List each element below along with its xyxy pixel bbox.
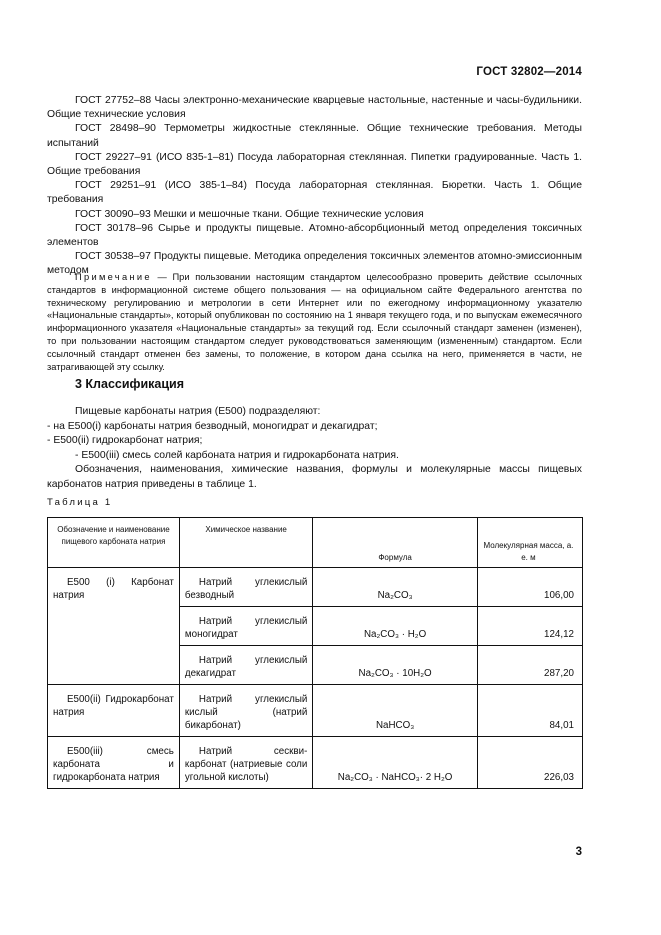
classification-item: - Е500(iii) смесь солей карбоната натрия и гидрокарбоната натрия. — [75, 449, 399, 461]
classification-item: - Е500(ii) гидрокарбонат натрия; — [47, 435, 203, 447]
mass-cell: 106,00 — [477, 568, 582, 607]
section-title: 3 Классификация — [75, 377, 185, 391]
note-text: — При пользовании настоящим стандартом целесообразно проверить действие ссылочных стандартов в информационной системе общего пользования — на официальном сайте Федерального агентства по техническому регулированию и метрологии в сети Интернет или по ежегодному информационному указателю «Национальные стандарты», который опубликован по состоянию на 1 января текущего года, и по выпускам ежемесячного информационного указателя «Национальные стандарты» за текущий год. Если ссылочный стандарт заменен (изменен), то при пользовании настоящим стандартом следует руководствоваться заменяющим (измененным) стандартом. Если ссылочный стандарт отменен без замены, то положение, в котором дана ссылка на него, применяется в части, не затрагивающей эту ссылку. — [47, 272, 582, 372]
designation-cell — [48, 568, 180, 685]
header-chemical-name: Химическое название — [179, 518, 312, 568]
reference-item: ГОСТ 28498–90 Термометры жидкостные стеклянные. Общие технические требования. Методы испытаний — [47, 123, 582, 149]
chemical-name-text: Натрий углекислый моногидрат — [184, 616, 308, 640]
table-caption: Таблица 1 — [47, 497, 113, 508]
reference-item: ГОСТ 30090–93 Мешки и мешочные ткани. Общие технические условия — [75, 208, 424, 220]
mass-cell: 226,03 — [477, 737, 582, 789]
formula-cell: NaHCO₃ — [313, 685, 477, 737]
chemical-name-cell — [179, 568, 312, 607]
carbonates-table — [47, 517, 583, 789]
designation-text: Е500(iii) смесь карбоната и гидрокарбоната натрия — [53, 746, 174, 783]
formula-cell: Na₂CO₃ · H₂O — [313, 607, 477, 646]
formula-cell: Na₂CO₃ — [313, 568, 477, 607]
designation-text: Е500 (i) Карбонат натрия — [53, 577, 174, 601]
note-paragraph — [47, 271, 582, 373]
note-label: Примечание — [75, 272, 152, 282]
formula-cell: Na₂CO₃ · 10H₂O — [313, 646, 477, 685]
formula-cell: Na₂CO₃ · NaHCO₃· 2 H₂O — [313, 737, 477, 789]
chemical-name-text: Натрий углекислый кислый (натрий бикарбонат) — [184, 694, 308, 731]
table-header-row — [48, 518, 583, 568]
table-row — [48, 737, 583, 789]
chemical-name-text: Натрий сескви-карбонат (натриевые соли угольной кислоты) — [184, 746, 308, 783]
reference-item: ГОСТ 29251–91 (ИСО 385-1–84) Посуда лабораторная стеклянная. Бюретки. Часть 1. Общие требования — [47, 180, 582, 206]
reference-item: ГОСТ 27752–88 Часы электронно-механические кварцевые настольные, настенные и часы-будильники. Общие технические условия — [47, 95, 582, 121]
designation-text: Е500(ii) Гидрокарбонат натрия — [53, 694, 174, 718]
page-number: 3 — [575, 846, 582, 858]
normative-references-list — [47, 94, 582, 279]
table-row — [48, 568, 583, 607]
classification-item: - на Е500(i) карбонаты натрия безводный, моногидрат и декагидрат; — [47, 420, 378, 432]
designation-cell — [48, 737, 180, 789]
standard-header: ГОСТ 32802—2014 — [476, 66, 582, 78]
designation-cell — [48, 685, 180, 737]
classification-intro: Пищевые карбонаты натрия (Е500) подразделяют: — [75, 406, 321, 417]
chemical-name-text: Натрий углекислый декагидрат — [184, 655, 308, 679]
table-row — [48, 685, 583, 737]
classification-closing: Обозначения, наименования, химические названия, формулы и молекулярные массы пищевых карбонатов натрия приведены в таблице 1. — [47, 464, 582, 490]
header-designation: Обозначение и наименование пищевого карбоната натрия — [48, 518, 180, 568]
header-formula: Формула — [313, 518, 477, 568]
mass-cell: 287,20 — [477, 646, 582, 685]
reference-item: ГОСТ 30538–97 Продукты пищевые. Методика определения токсичных элементов атомно-эмиссионным методом — [47, 251, 582, 277]
header-molecular-mass: Молекулярная масса, а. е. м — [477, 518, 582, 568]
chemical-name-cell — [179, 646, 312, 685]
mass-cell: 124,12 — [477, 607, 582, 646]
classification-text — [47, 405, 582, 493]
chemical-name-cell — [179, 737, 312, 789]
chemical-name-cell — [179, 685, 312, 737]
chemical-name-cell — [179, 607, 312, 646]
reference-item: ГОСТ 30178–96 Сырье и продукты пищевые. Атомно-абсорбционный метод определения токсичных элементов — [47, 222, 582, 249]
mass-cell: 84,01 — [477, 685, 582, 737]
reference-item: ГОСТ 29227–91 (ИСО 835-1–81) Посуда лабораторная стеклянная. Пипетки градуированные. Часть 1. Общие требования — [47, 151, 582, 178]
chemical-name-text: Натрий углекислый безводный — [184, 577, 308, 601]
